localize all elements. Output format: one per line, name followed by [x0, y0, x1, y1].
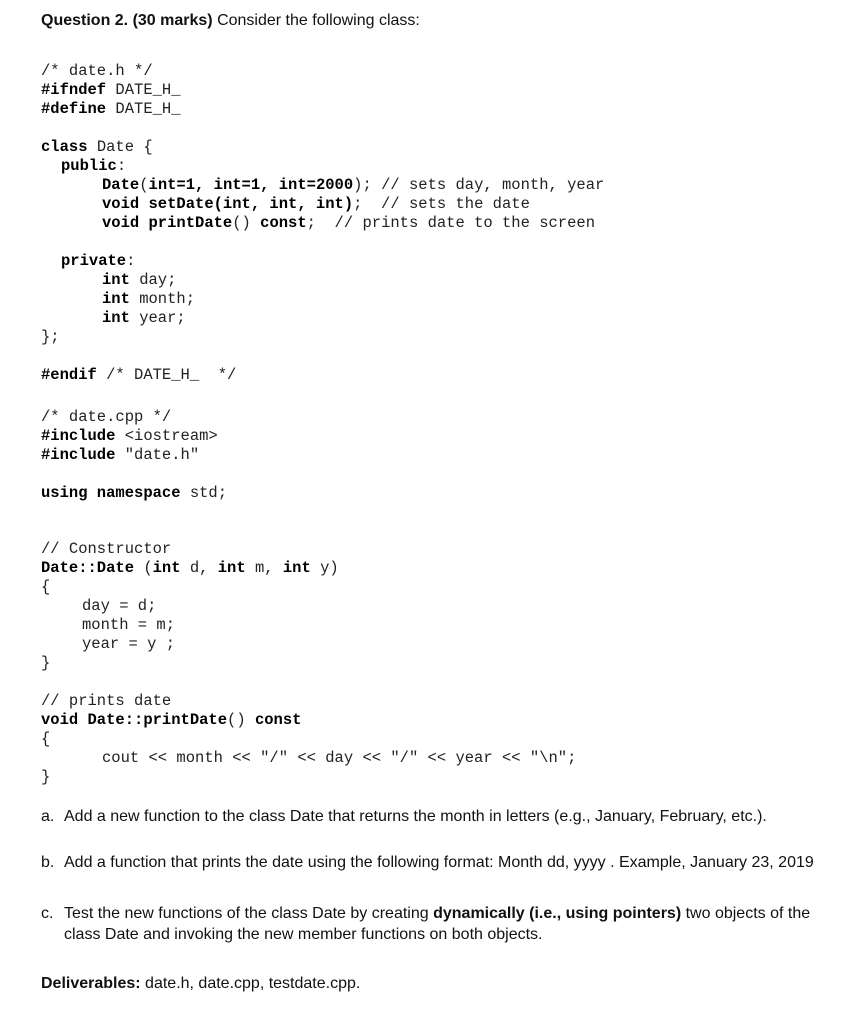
- code-print-brace-close: }: [41, 768, 51, 786]
- task-item-b: [41, 852, 831, 873]
- code-private-label: private:: [61, 252, 136, 270]
- code-print-brace-open: {: [41, 730, 51, 748]
- code-ctor-body-year: year = y ;: [82, 635, 176, 653]
- task-item-a: [41, 806, 831, 827]
- code-print-definition: void Date::printDate() const: [41, 711, 302, 729]
- deliverables: [41, 975, 360, 993]
- code-print-comment: // prints date: [41, 692, 172, 710]
- code-class-declaration: class Date {: [41, 138, 153, 156]
- code-field-month: int month;: [102, 290, 196, 308]
- code-class-end: };: [41, 328, 60, 346]
- task-label: c.: [41, 905, 54, 922]
- code-endif: #endif /* DATE_H_ */: [41, 366, 237, 384]
- deliverables-files: date.h, date.cpp, testdate.cpp.: [140, 975, 361, 992]
- code-include-iostream: #include <iostream>: [41, 427, 218, 445]
- question-intro: Consider the following class:: [217, 12, 420, 29]
- task-label: b.: [41, 854, 55, 871]
- task-text: Add a function that prints the date using the following format: Month dd, yyyy . Example, January 23, 2019: [64, 854, 814, 871]
- question-heading: [41, 12, 420, 30]
- deliverables-label: Deliverables:: [41, 975, 141, 992]
- code-using-namespace: using namespace std;: [41, 484, 228, 502]
- code-ctor-comment: // Constructor: [41, 540, 172, 558]
- task-label: a.: [41, 808, 55, 825]
- code-cout-line: cout << month << "/" << day << "/" << year << "\n";: [102, 749, 577, 767]
- question-number: Question 2.: [41, 12, 129, 29]
- code-field-year: int year;: [102, 309, 186, 327]
- code-field-day: int day;: [102, 271, 177, 289]
- task-text: Test the new functions of the class Date by creating dynamically (i.e., using pointers) two objects of the class Date and invoking the new member functions on both objects.: [64, 905, 811, 943]
- code-header-comment: /* date.h */: [41, 62, 153, 80]
- task-item-c: [41, 903, 831, 945]
- code-ctor-definition: Date::Date (int d, int m, int y): [41, 559, 339, 577]
- code-public-label: public:: [61, 157, 127, 175]
- code-cpp-comment: /* date.cpp */: [41, 408, 172, 426]
- code-ctor-brace-close: }: [41, 654, 51, 672]
- code-ctor-brace-open: {: [41, 578, 51, 596]
- question-marks: (30 marks): [132, 12, 213, 29]
- code-ifndef: #ifndef DATE_H_: [41, 81, 181, 99]
- code-ctor-body-day: day = d;: [82, 597, 157, 615]
- code-constructor-decl: Date(int=1, int=1, int=2000); // sets day, month, year: [102, 176, 605, 194]
- code-printdate-decl: void printDate() const; // prints date to the screen: [102, 214, 596, 232]
- task-text: Add a new function to the class Date that returns the month in letters (e.g., January, February, etc.).: [64, 808, 767, 825]
- code-include-date: #include "date.h": [41, 446, 200, 464]
- code-define: #define DATE_H_: [41, 100, 181, 118]
- code-setdate-decl: void setDate(int, int, int); // sets the date: [102, 195, 530, 213]
- code-ctor-body-month: month = m;: [82, 616, 176, 634]
